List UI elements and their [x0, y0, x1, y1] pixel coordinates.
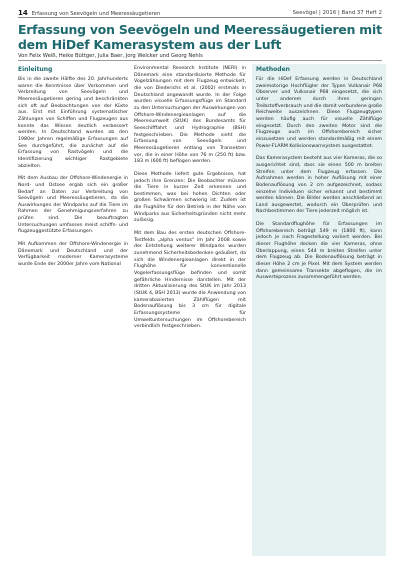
paragraph: Für die HiDef Erfassung werden in Deutschland zweimotorige Hochflügler der Typen Vulkanair P68 Observer und Vulkanair P68 eingesetzt, die sich unter anderem durch ihren geringen Treibstoffverbrauch und die damit verbundene große Reichweite auszeichnen. Diese Flugzeugtypen werden häufig auch für visuelle Zählflüge eingesetzt. Durch den zweiten Motor sind die Flugzeuge auch im Offshorebereich sicher einzusetzen und werden standardmäßig mit einem Power-FLARM Kollisionswarnsystem ausgestattet.	[256, 77, 382, 149]
section-heading-methoden: Methoden	[256, 66, 290, 73]
running-header	[18, 8, 382, 18]
page-number: 14	[18, 9, 28, 17]
text-column-3	[256, 66, 382, 282]
journal-section-title: Erfassung von Seevögeln und Meeressäugetieren	[31, 11, 161, 17]
header-left	[18, 9, 160, 17]
text-column-1	[18, 66, 128, 269]
paragraph: Mit dem Ausbau der Offshore-Windenergie in Nord- und Ostsee ergab sich ein großer Bedarf an Daten zur Verbreitung von Seevögeln und Meeressäugetieren, da die Auswirkungen der Windparks auf die Tiere im Rahmen der Genehmigungsverfahren zu prüfen sind. Die beauftragten Untersuchungen umfassen meist schiffs- und flugzeuggestützte Erfassungen.	[18, 176, 128, 235]
section-heading-einleitung: Einleitung	[18, 66, 53, 73]
paragraph: Das Kamerasystem besteht aus vier Kameras, die so ausgerichtet sind, dass sie einen 500 m breiten Streifen unter dem Flugzeug erfassen. Die Aufnahmen werden in hoher Auflösung mit einer Bodenauflösung von 2 cm aufgezeichnet, sodass einzelne Individuen sicher erkannt und bestimmt werden können. Die Bilder werden anschließend an Land ausgewertet, wodurch ein Überprüfen und Nachbestimmen der Tiere jederzeit möglich ist.	[256, 156, 382, 215]
paragraph: Die Standardflughöhe für Erfassungen im Offshorebereich beträgt 549 m (1800 ft), kann jedoch je nach Fragestellung variiert werden. Bei dieser Flughöhe decken die vier Kameras, ohne Überlappung, einen 544 m breiten Streifen unter dem Flugzeug ab. Die Bodenauflösung beträgt in dieser Höhe 2 cm je Pixel. Mit dem System werden dann gemeinsame Transekte abgeflogen, die im Auswerteprozess zusammengeführt werden.	[256, 222, 382, 281]
article-authors: Von Felix Weiß, Heike Büttger, Julia Baer, Jorg Welcker und Georg Nehls	[18, 53, 203, 59]
paragraph: Mit Aufkommen der Offshore-Windenergie in Dänemark und Deutschland und der Verfügbarkeit moderner Kamerasysteme wurde Ende der 2000er Jahre vom National	[18, 242, 128, 268]
journal-issue-info: Seevögel | 2016 | Band 37 Heft 2	[292, 10, 382, 16]
text-column-2	[134, 66, 246, 331]
title-divider	[18, 60, 382, 61]
paragraph: Mit dem Bau des ersten deutschen Offshore-Testfelds „alpha ventus" im Jahr 2008 sowie der Entstehung weiterer Windparks wurden zunehmend Sicherheitsbedenken geäußert, da sich die Windenergieanlagen direkt in der Flughöhe für konventionelle Vogelerfassungsflüge befinden und somit gefährliche Hindernisse darstellen. Mit der dritten Aktualisierung des StUK im Jahr 2013 (StUK 4, BSH 2013) wurde die Anwendung von kamerabasierten Zählflügen mit Bodenauflösung bis 3 cm für digitale Erfassungssysteme für Umweltuntersuchungen im Offshorebereich verbindlich festgeschrieben.	[134, 231, 246, 330]
paragraph: Diese Methode liefert gute Ergebnisse, hat jedoch ihre Grenzen: Die Beobachter müssen die Tiere in kurzer Zeit erkennen und bestimmen, was bei hohen Dichten oder großen Schwärmen schwierig ist. Zudem ist die Flughöhe für den Betrieb in der Nähe von Windparks aus Sicherheitsgründen nicht mehr zulässig.	[134, 171, 246, 224]
article-title: Erfassung von Seevögeln und Meeressäugetieren mit dem HiDef Kamerasystem aus der Luft	[18, 22, 382, 52]
paragraph: Environmental Research Institute (NERI) in Dänemark eine standardisierte Methode für Vogelzählungen mit dem Flugzeug entwickelt, die von Diederichs et al. (2002) erstmals in Deutschland angewandt wurde. In der Folge wurden visuelle Erfassungsflüge im Standard zu den Untersuchungen der Auswirkungen von Offshore-Windenergieanlagen auf die Meeresumwelt (StUK) des Bundesamts für Seeschifffahrt und Hydrographie (BSH) festgeschrieben. Die Methode sieht die Erfassung von Seevögeln und Meeressäugetieren entlang von Transekten vor, die in einer Höhe von 76 m (250 ft) bzw. 183 m (600 ft) beflogen werden.	[134, 66, 246, 165]
paragraph: Bis in die zweite Hälfte des 20. Jahrhunderts waren die Kenntnisse über Vorkommen und Verbreitung von Seevögeln und Meeressäugetieren gering und beschränkten sich oft auf Beobachtungen von der Küste aus. Erst mit Einführung systematischer Zählungen von Schiffen und Flugzeugen aus konnte das Wissen deutlich verbessert werden. In Deutschland wurden ab den 1980er Jahren regelmäßige Erfassungen auf See durchgeführt, die zunächst auf die Erfassung von Rastvögeln und die Identifizierung wichtiger Rastgebiete abzielten.	[18, 77, 128, 169]
